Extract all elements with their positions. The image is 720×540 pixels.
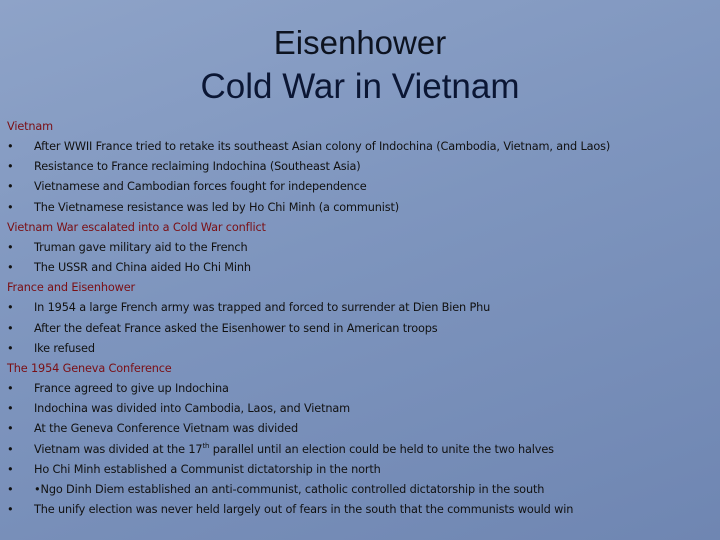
bullet-icon: • (7, 240, 14, 254)
bullet-icon: • (7, 462, 14, 476)
slide-content (7, 117, 713, 520)
bullet-text: The USSR and China aided Ho Chi Minh (34, 261, 251, 275)
bullet-item (7, 480, 713, 500)
bullet-icon: • (7, 160, 14, 174)
bullet-text: In 1954 a large French army was trapped and forced to surrender at Dien Bien Phu (34, 301, 491, 315)
bullet-icon: • (7, 140, 14, 154)
bullet-icon: • (7, 200, 14, 214)
title-line-2: Cold War in Vietnam (200, 67, 520, 106)
bullet-icon: • (7, 422, 14, 436)
bullet-text: Indochina was divided into Cambodia, Laos, and Vietnam (34, 402, 350, 416)
section-heading: Vietnam (7, 120, 54, 133)
bullet-item (7, 460, 713, 480)
bullet-item (7, 500, 713, 520)
bullet-item (7, 198, 713, 218)
slide-title (0, 22, 720, 110)
bullet-item (7, 399, 713, 419)
section-heading: The 1954 Geneva Conference (7, 361, 172, 375)
bullet-icon: • (7, 321, 14, 335)
bullet-text: Vietnamese and Cambodian forces fought for independence (34, 180, 367, 194)
bullet-superscript: th (202, 441, 210, 450)
bullet-icon: • (7, 482, 14, 496)
section-heading: France and Eisenhower (7, 281, 136, 295)
bullet-item (7, 157, 713, 177)
bullet-item (7, 177, 713, 197)
bullet-icon: • (7, 341, 14, 355)
bullet-item (7, 258, 713, 278)
bullet-icon: • (7, 180, 14, 194)
bullet-text: Ho Chi Minh established a Communist dictatorship in the north (34, 462, 381, 476)
bullet-text: France agreed to give up Indochina (34, 382, 229, 396)
section-heading: Vietnam War escalated into a Cold War conflict (7, 220, 266, 234)
bullet-icon: • (7, 261, 14, 275)
bullet-text: parallel until an election could be held to unite the two halves (209, 442, 554, 456)
bullet-text: Ike refused (34, 341, 95, 355)
bullet-item (7, 298, 713, 318)
title-line-1: Eisenhower (273, 24, 447, 61)
bullet-icon: • (7, 402, 14, 416)
bullet-text: At the Geneva Conference Vietnam was divided (34, 422, 298, 436)
bullet-item (7, 440, 713, 460)
bullet-text: The Vietnamese resistance was led by Ho Chi Minh (a communist) (34, 200, 400, 214)
bullet-item (7, 137, 713, 157)
bullet-item (7, 339, 713, 359)
bullet-icon: • (7, 502, 14, 516)
bullet-item (7, 319, 713, 339)
bullet-text: •Ngo Dinh Diem established an anti-communist, catholic controlled dictatorship in the south (34, 482, 545, 496)
bullet-item (7, 238, 713, 258)
bullet-icon: • (7, 301, 14, 315)
bullet-text: After WWII France tried to retake its southeast Asian colony of Indochina (Cambodia, Vietnam, and Laos) (34, 140, 611, 154)
bullet-item (7, 419, 713, 439)
bullet-text: After the defeat France asked the Eisenhower to send in American troops (34, 321, 438, 335)
bullet-text: Truman gave military aid to the French (34, 240, 248, 254)
bullet-text: Vietnam was divided at the 17 (34, 442, 203, 456)
bullet-text: Resistance to France reclaiming Indochina (Southeast Asia) (34, 160, 361, 174)
bullet-text: The unify election was never held largely out of fears in the south that the communists would win (34, 502, 574, 516)
bullet-icon: • (7, 442, 14, 456)
bullet-item (7, 379, 713, 399)
bullet-icon: • (7, 382, 14, 396)
